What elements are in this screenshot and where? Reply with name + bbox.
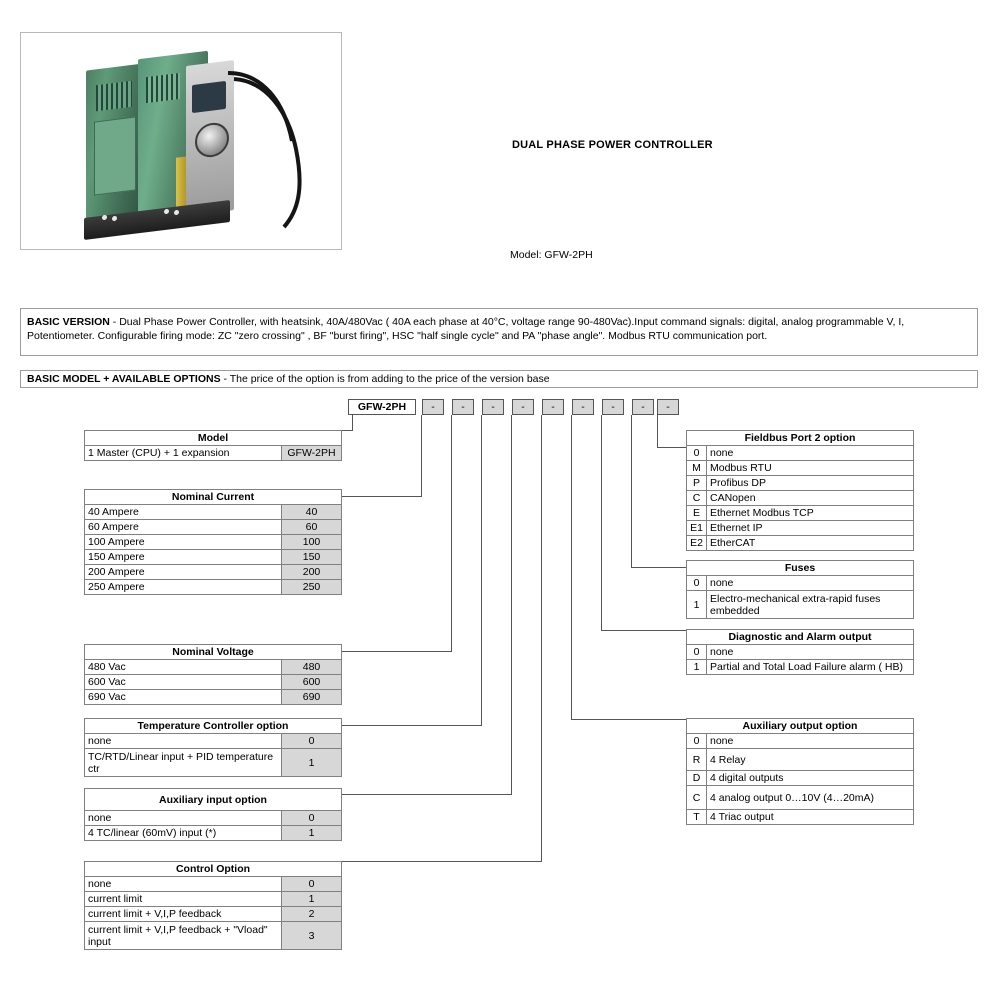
table-row: [85, 580, 342, 595]
table-row: [85, 660, 342, 675]
table-model: [84, 430, 342, 461]
ctrl-value: 0: [282, 877, 342, 892]
connector-line: [571, 719, 686, 720]
code-separator-2: -: [452, 399, 474, 415]
current-label: 250 Ampere: [85, 580, 282, 595]
table-row: [687, 461, 914, 476]
connector-line: [340, 651, 452, 652]
tc-value: 0: [282, 734, 342, 749]
connector-line: [511, 415, 512, 795]
fieldbus-code: 0: [687, 446, 707, 461]
tc-label: TC/RTD/Linear input + PID temperature ctr: [85, 749, 282, 777]
ctrl-label: none: [85, 877, 282, 892]
voltage-value: 480: [282, 660, 342, 675]
current-label: 200 Ampere: [85, 565, 282, 580]
ctrl-value: 1: [282, 892, 342, 907]
basic-model-options-text: - The price of the option is from adding to the price of the version base: [220, 373, 550, 385]
code-separator-3: -: [482, 399, 504, 415]
table-row: [687, 660, 914, 675]
connector-line: [541, 415, 542, 862]
fieldbus-code: E: [687, 506, 707, 521]
table-row: [687, 476, 914, 491]
fuses-code: 0: [687, 576, 707, 591]
table-row: [687, 749, 914, 771]
ctrl-label: current limit + V,I,P feedback + "Vload" input: [85, 922, 282, 950]
table-diagnostic-header: Diagnostic and Alarm output: [687, 630, 914, 645]
connector-line: [352, 415, 353, 431]
table-auxiliary-output: [686, 718, 914, 825]
table-row: [85, 907, 342, 922]
auxout-code: T: [687, 810, 707, 825]
table-row: [85, 446, 342, 461]
device-vent-left: [96, 81, 132, 111]
current-value: 100: [282, 535, 342, 550]
model-caption: Model: GFW-2PH: [510, 249, 593, 261]
table-row: [687, 576, 914, 591]
code-separator-9: -: [657, 399, 679, 415]
fieldbus-label: Profibus DP: [707, 476, 914, 491]
table-row: [85, 565, 342, 580]
product-photo: [20, 32, 342, 250]
auxout-label: none: [707, 734, 914, 749]
voltage-label: 690 Vac: [85, 690, 282, 705]
table-row: [687, 446, 914, 461]
fuses-label: none: [707, 576, 914, 591]
connector-line: [451, 415, 452, 652]
table-row: [85, 550, 342, 565]
auxin-label: 4 TC/linear (60mV) input (*): [85, 826, 282, 841]
tc-label: none: [85, 734, 282, 749]
table-nominal-current: [84, 489, 342, 595]
table-auxiliary-input: [84, 788, 342, 841]
voltage-value: 600: [282, 675, 342, 690]
tc-value: 1: [282, 749, 342, 777]
table-row: [85, 811, 342, 826]
basic-version-label: BASIC VERSION: [27, 316, 110, 328]
table-row: [687, 536, 914, 551]
current-value: 200: [282, 565, 342, 580]
table-diagnostic-alarm: [686, 629, 914, 675]
table-row: [85, 505, 342, 520]
auxout-code: C: [687, 786, 707, 810]
voltage-label: 600 Vac: [85, 675, 282, 690]
auxout-code: R: [687, 749, 707, 771]
auxin-value: 0: [282, 811, 342, 826]
fieldbus-label: Ethernet IP: [707, 521, 914, 536]
table-fuses: [686, 560, 914, 619]
fuses-label: Electro-mechanical extra-rapid fuses embedded: [707, 591, 914, 619]
connector-line: [657, 447, 687, 448]
table-row: [85, 690, 342, 705]
table-row: [687, 734, 914, 749]
table-row: [85, 922, 342, 950]
basic-model-options-bar: [20, 370, 978, 388]
table-control-option-header: Control Option: [85, 862, 342, 877]
fieldbus-code: M: [687, 461, 707, 476]
diag-code: 0: [687, 645, 707, 660]
ctrl-label: current limit: [85, 892, 282, 907]
fieldbus-label: EtherCAT: [707, 536, 914, 551]
table-nominal-voltage: [84, 644, 342, 705]
model-row-label: 1 Master (CPU) + 1 expansion: [85, 446, 282, 461]
auxout-label: 4 analog output 0…10V (4…20mA): [707, 786, 914, 810]
model-row-value: GFW-2PH: [282, 446, 342, 461]
table-row: [687, 771, 914, 786]
auxout-label: 4 Relay: [707, 749, 914, 771]
fuses-code: 1: [687, 591, 707, 619]
fieldbus-code: P: [687, 476, 707, 491]
auxout-code: 0: [687, 734, 707, 749]
fieldbus-code: E2: [687, 536, 707, 551]
connector-line: [601, 630, 686, 631]
code-separator-8: -: [632, 399, 654, 415]
connector-line: [571, 415, 572, 720]
auxout-label: 4 Triac output: [707, 810, 914, 825]
ctrl-value: 3: [282, 922, 342, 950]
code-separator-1: -: [422, 399, 444, 415]
table-fuses-header: Fuses: [687, 561, 914, 576]
table-model-header: Model: [85, 431, 342, 446]
device-vent-right: [146, 73, 180, 103]
table-row: [687, 591, 914, 619]
basic-version-description: [20, 308, 978, 356]
voltage-value: 690: [282, 690, 342, 705]
table-row: [85, 749, 342, 777]
current-label: 150 Ampere: [85, 550, 282, 565]
table-auxiliary-output-header: Auxiliary output option: [687, 719, 914, 734]
code-separator-5: -: [542, 399, 564, 415]
diag-code: 1: [687, 660, 707, 675]
basic-version-text: - Dual Phase Power Controller, with heatsink, 40A/480Vac ( 40A each phase at 40°C, voltage range 90-480Vac).Input command signals: digital, analog programmable V, I, Potentiometer. Configurable firing mode: ZC "zero crossing" , BF "burst firing", HSC "half single cycle" and PA "phase angle". Modbus RTU communication port.: [27, 316, 905, 343]
table-auxiliary-input-header: Auxiliary input option: [85, 789, 342, 811]
auxin-value: 1: [282, 826, 342, 841]
ctrl-label: current limit + V,I,P feedback: [85, 907, 282, 922]
connector-line: [340, 496, 422, 497]
current-value: 60: [282, 520, 342, 535]
table-row: [687, 491, 914, 506]
table-row: [85, 675, 342, 690]
auxout-code: D: [687, 771, 707, 786]
device-cable: [226, 71, 336, 231]
current-value: 250: [282, 580, 342, 595]
table-fieldbus-header: Fieldbus Port 2 option: [687, 431, 914, 446]
current-value: 40: [282, 505, 342, 520]
table-temperature-controller-header: Temperature Controller option: [85, 719, 342, 734]
code-separator-6: -: [572, 399, 594, 415]
table-row: [85, 892, 342, 907]
fieldbus-label: Modbus RTU: [707, 461, 914, 476]
current-label: 100 Ampere: [85, 535, 282, 550]
table-control-option: [84, 861, 342, 950]
table-nominal-current-header: Nominal Current: [85, 490, 342, 505]
fieldbus-label: none: [707, 446, 914, 461]
product-photo-illustration: [76, 49, 276, 239]
basic-model-options-label: BASIC MODEL + AVAILABLE OPTIONS: [27, 373, 221, 385]
page-title: DUAL PHASE POWER CONTROLLER: [512, 139, 713, 151]
connector-line: [631, 567, 686, 568]
fieldbus-label: CANopen: [707, 491, 914, 506]
table-row: [85, 826, 342, 841]
table-temperature-controller: [84, 718, 342, 777]
fieldbus-label: Ethernet Modbus TCP: [707, 506, 914, 521]
diag-label: none: [707, 645, 914, 660]
code-separator-7: -: [602, 399, 624, 415]
table-row: [687, 786, 914, 810]
code-separator-4: -: [512, 399, 534, 415]
current-value: 150: [282, 550, 342, 565]
table-row: [85, 734, 342, 749]
auxin-label: none: [85, 811, 282, 826]
table-row: [85, 535, 342, 550]
connector-line: [421, 415, 422, 496]
auxout-label: 4 digital outputs: [707, 771, 914, 786]
connector-line: [340, 725, 482, 726]
connector-line: [657, 415, 658, 448]
diag-label: Partial and Total Load Failure alarm ( HB): [707, 660, 914, 675]
fieldbus-code: E1: [687, 521, 707, 536]
table-nominal-voltage-header: Nominal Voltage: [85, 645, 342, 660]
table-row: [687, 506, 914, 521]
connector-line: [601, 415, 602, 631]
current-label: 60 Ampere: [85, 520, 282, 535]
connector-line: [481, 415, 482, 726]
table-row: [85, 520, 342, 535]
device-display: [192, 81, 226, 113]
table-row: [687, 645, 914, 660]
current-label: 40 Ampere: [85, 505, 282, 520]
connector-line: [340, 794, 512, 795]
connector-line: [340, 861, 542, 862]
table-fieldbus-port2: [686, 430, 914, 551]
ctrl-value: 2: [282, 907, 342, 922]
code-model-box: GFW-2PH: [348, 399, 416, 415]
device-panel-left: [94, 116, 136, 195]
voltage-label: 480 Vac: [85, 660, 282, 675]
fieldbus-code: C: [687, 491, 707, 506]
connector-line: [631, 415, 632, 568]
table-row: [687, 810, 914, 825]
table-row: [687, 521, 914, 536]
table-row: [85, 877, 342, 892]
